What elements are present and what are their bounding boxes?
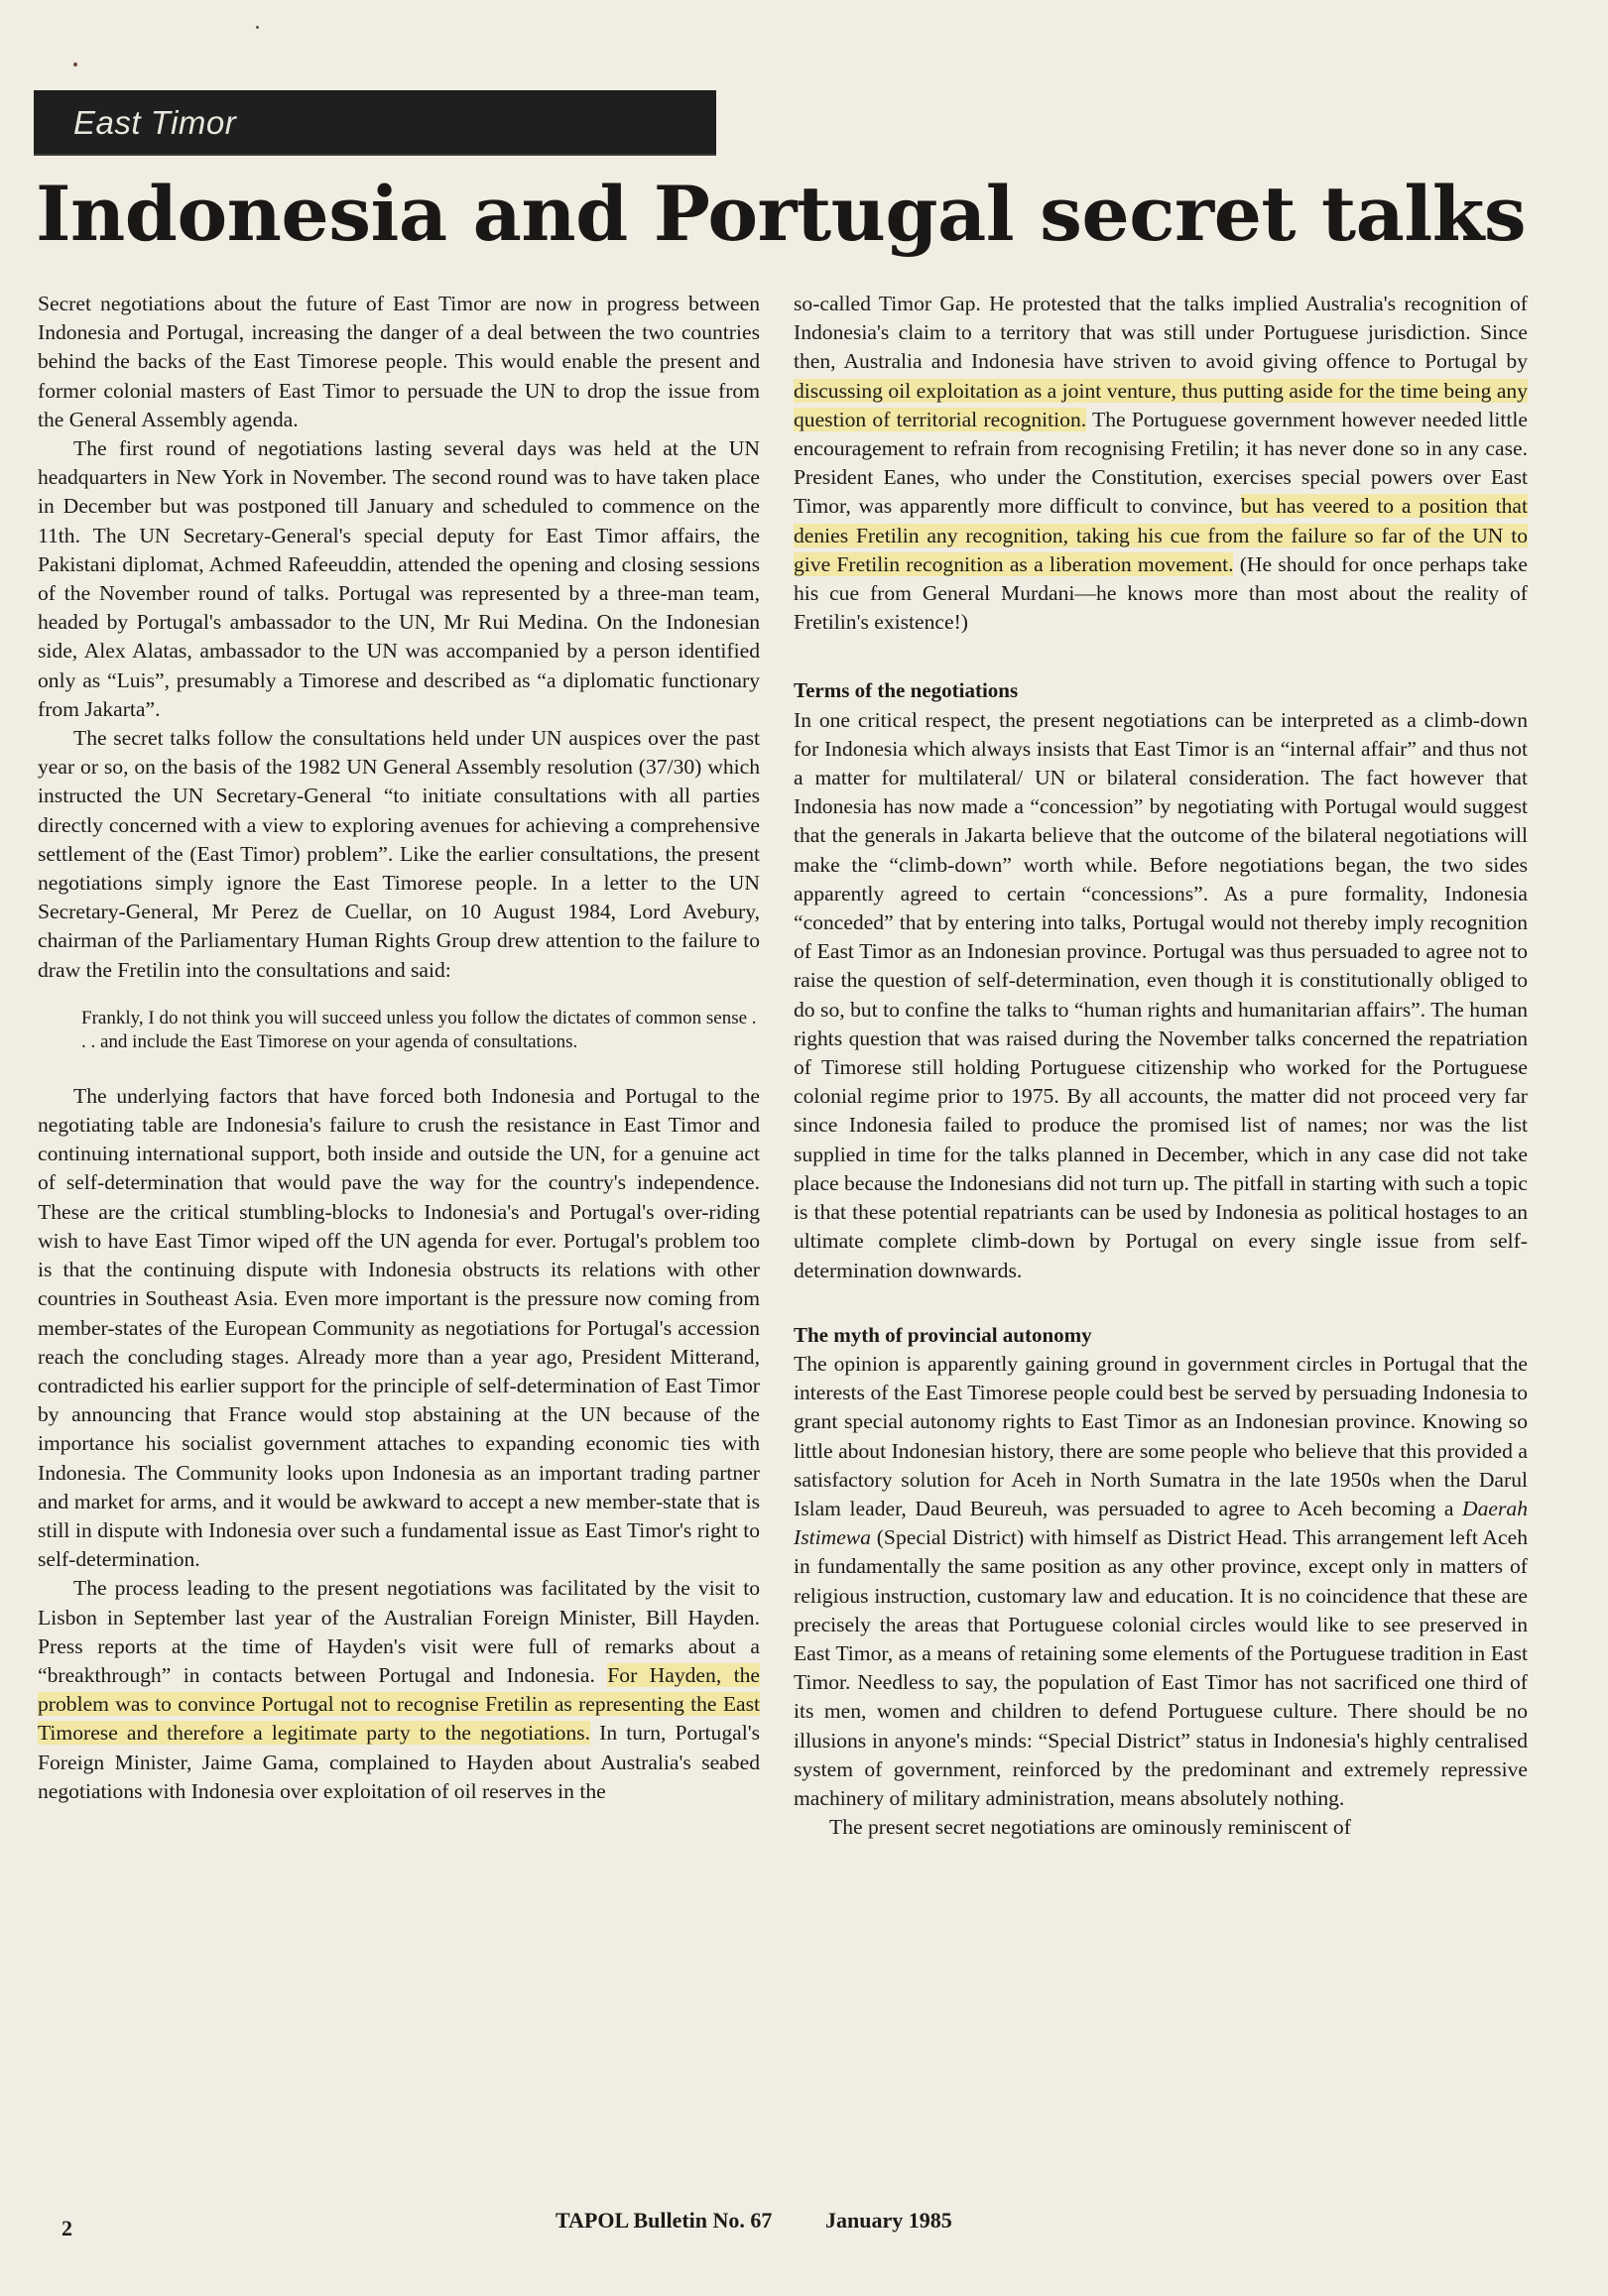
paragraph: The secret talks follow the consultations held under UN auspices over the past year or so, on the basis of the 1982 UN General Assembly resolution (37/30) which instructed the UN Secretary-General “to initiate consultations with all parties directly concerned with a view to exploring avenues for achieving a comprehensive settlement of the (East Timor) problem”. Like the earlier consultations, the present negotiations simply ignore the East Timorese people. In a letter to the UN Secretary-General, Mr Perez de Cuellar, on 10 August 1984, Lord Avebury, chairman of the Parliamentary Human Rights Group drew attention to the failure to draw the Fretilin into the consultations and said: <box>38 726 760 982</box>
left-column <box>38 290 760 1806</box>
subheading: The myth of provincial autonomy <box>794 1322 1092 1347</box>
subheading: Terms of the negotiations <box>794 678 1019 703</box>
section-banner <box>34 90 716 154</box>
text-run: In turn, Portugal's Foreign Minister, Jaime Gama, complained to Hayden about Australia's seabed negotiations with Indonesia over exploitation of oil reserves in the <box>38 1721 761 1803</box>
paragraph <box>38 1574 760 1806</box>
text-run: (He should for once perhaps take his cue from General Murdani—he knows more than most about the reality of Fretilin's existence!) <box>794 551 1528 635</box>
issue-date: January 1985 <box>825 2208 952 2233</box>
right-column <box>794 290 1528 1842</box>
block-quote: Frankly, I do not think you will succeed unless you follow the dictates of common sense . . . and include the East Timorese on your agenda of consultations. <box>81 1007 757 1052</box>
text-run: The Portuguese government however needed little encouragement to refrain from recognising Fretilin; it has never done so in any case. President Eanes, who under the Constitution, exercises special powers over East Timor, was apparently more difficult to convince, <box>794 407 1528 519</box>
italic-text: Daerah Istimewa <box>794 1496 1528 1550</box>
bulletin-name: TAPOL Bulletin No. 67 <box>556 2208 773 2233</box>
scan-speck <box>73 62 77 66</box>
section-label: East Timor <box>73 104 237 141</box>
text-run: The process leading to the present negotiations was facilitated by the visit to Lisbon in September last year of the Australian Foreign Minister, Bill Hayden. Press reports at the time of Hayden's visit were full of remarks about a “breakthrough” in contacts between Portugal and Indonesia. <box>38 1576 760 1687</box>
paragraph: The present secret negotiations are ominously reminiscent of <box>829 1815 1351 1840</box>
headline: Indonesia and Portugal secret talks <box>36 170 1527 258</box>
scan-speck <box>256 26 259 29</box>
page-number: 2 <box>62 2216 72 2240</box>
paragraph: In one critical respect, the present negotiations can be interpreted as a climb-down for Indonesia which always insists that East Timor is an “internal affair” and thus not a matter for multilateral/ UN or bilateral consideration. The fact however that Indonesia has now made a “concession” by negotiating with Portugal would suggest that the generals in Jakarta believe that the outcome of the bilateral negotiations will make the “climb-down” worth while. Before negotiations began, the two sides apparently agreed to certain “concessions”. As a pure formality, Indonesia “conceded” that by entering into talks, Portugal would not thereby imply recognition of East Timor as an Indonesian province. Portugal was thus persuaded to agree not to raise the question of self-determination, even though it is constitutionally obliged to do so, but to confine the talks to “human rights and humanitarian affairs”. The human rights question that was raised during the November talks concerned the repatriation of Timorese still holding Portuguese citizenship who worked for the Portuguese colonial regime prior to 1975. By all accounts, the matter did not proceed very far since Indonesia failed to produce the promised list of names; nor was the list supplied in time for the talks planned in December, which in any case did not take place because the Indonesians did not turn up. The pitfall in starting with such a topic is that these potential repatriants can be used by Indonesia as political hostages to an ultimate complete climb-down by Portugal on every single issue from self-determination downwards. <box>794 707 1528 1282</box>
paragraph: The first round of negotiations lasting several days was held at the UN headquarters in New York in November. The second round was to have taken place in December but was postponed till January and scheduled to commence on the 11th. The UN Secretary-General's special deputy for East Timor affairs, the Pakistani diplomat, Achmed Rafeeuddin, attended the opening and closing sessions of the November round of talks. Portugal was represented by a three-man team, headed by Portugal's ambassador to the UN, Mr Rui Medina. On the Indonesian side, Alex Alatas, ambassador to the UN was accompanied by a person identified only as “Luis”, presumably a Timorese and described as “a diplomatic functionary from Jakarta”. <box>38 436 760 721</box>
text-run: so-called Timor Gap. He protested that the talks implied Australia's recognition of Indonesia's claim to a territory that was still under Portuguese jurisdiction. Since then, Australia and Indonesia have striven to avoid giving offence to Portugal by <box>794 292 1528 374</box>
highlighted-text: For Hayden, the problem was to convince Portugal not to recognise Fretilin as representing the East Timorese and therefore a legitimate party to the negotiations. <box>38 1662 760 1746</box>
highlighted-text: but has veered to a position that denies Fretilin any recognition, taking his cue from the failure so far of the UN to give Fretilin recognition as a liberation movement. <box>794 494 1529 576</box>
paragraph: The underlying factors that have forced both Indonesia and Portugal to the negotiating table are Indonesia's failure to crush the resistance in East Timor and continuing international support, both inside and outside the UN, for a genuine act of self-determination that would pave the way for the country's independence. These are the critical stumbling-blocks to Indonesia's and Portugal's over-riding wish to have East Timor wiped off the UN agenda for ever. Portugal's problem too is that the continuing dispute with Indonesia obstructs its relations with other countries in Southeast Asia. Even more important is the pressure now coming from member-states of the European Community as negotiations for Portugal's accession reach the concluding stages. Already more than a year ago, President Mitterand, contradicted his earlier support for the principle of self-determination of East Timor by announcing that France would stop abstaining at the UN because of the importance his socialist government attaches to expanding economic ties with Indonesia. The Community looks upon Indonesia as an important trading partner and market for arms, and it would be awkward to accept a new member-state that is still in dispute with Indonesia over such a fundamental issue as East Timor's right to self-determination. <box>38 1083 760 1572</box>
paragraph <box>794 290 1528 637</box>
paragraph: Secret negotiations about the future of East Timor are now in progress between Indonesia and Portugal, increasing the danger of a deal between the two countries behind the backs of the East Timorese people. This would enable the present and former colonial masters of East Timor to persuade the UN to drop the issue from the General Assembly agenda. <box>38 292 760 431</box>
footer <box>0 2208 1608 2247</box>
paragraph <box>794 1350 1528 1813</box>
highlighted-text: discussing oil exploitation as a joint venture, thus putting aside for the time being any question of territorial recognition. <box>794 378 1528 431</box>
text-run: The opinion is apparently gaining ground in government circles in Portugal that the interests of the East Timorese people could best be served by persuading Indonesia to grant special autonomy rights to East Timor as an Indonesian province. Knowing so little about Indonesian history, there are some people who believe that this provided a satisfactory solution for Aceh in North Sumatra in the late 1950s when the Darul Islam leader, Daud Beureuh, was persuaded to agree to Aceh becoming a <box>794 1351 1528 1520</box>
text-run: (Special District) with himself as District Head. This arrangement left Aceh in fundamentally the same position as any other province, except only in matters of religious instruction, customary law and education. It is no coincidence that these are precisely the areas that Portuguese colonial circles would like to see preserved in East Timor, as a means of retaining some elements of the Portuguese tradition in East Timor. Needless to say, the population of East Timor has not sacrificed one third of its men, women and children to defend Portuguese culture. There should be no illusions in anyone's minds: “Special District” status in Indonesia's highly centralised system of government, reinforced by the predominant and extremely repressive machinery of military administration, means absolutely nothing. <box>794 1525 1528 1810</box>
